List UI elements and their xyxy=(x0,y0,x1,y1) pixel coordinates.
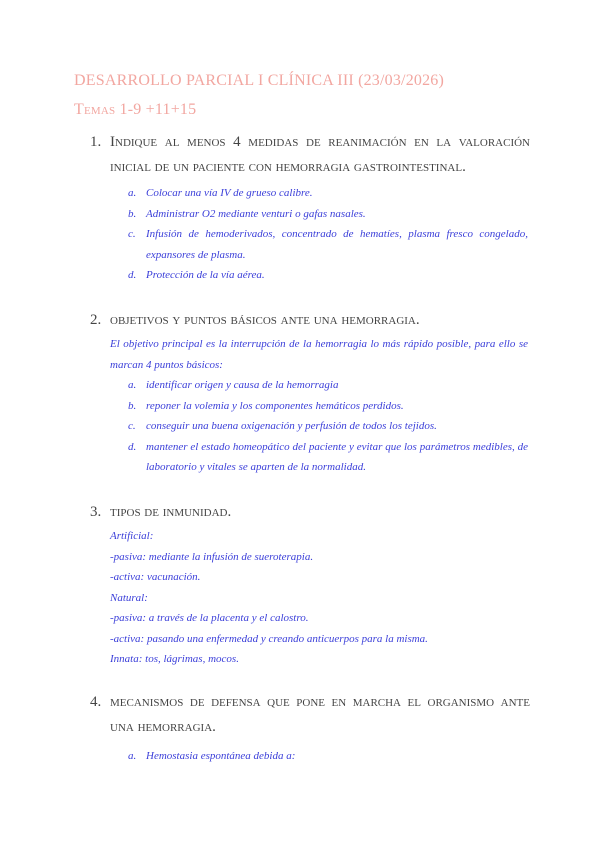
list-marker: b. xyxy=(128,207,137,220)
list-marker: a. xyxy=(128,187,137,199)
list-marker: c. xyxy=(128,420,136,432)
list-marker: a. xyxy=(128,379,137,391)
list-marker: d. xyxy=(128,269,137,281)
list-marker: a. xyxy=(128,750,137,762)
list-item xyxy=(128,375,528,396)
question-number: 1. xyxy=(90,134,102,150)
answer-list-1 xyxy=(128,183,528,286)
list-item xyxy=(128,183,528,204)
question-number: 3. xyxy=(90,504,102,520)
list-item xyxy=(128,396,528,417)
question-1 xyxy=(90,130,530,180)
question-4 xyxy=(90,690,530,740)
list-item xyxy=(128,224,528,265)
list-item-text: identificar origen y causa de la hemorragia xyxy=(146,379,339,391)
list-item-text: Infusión de hemoderivados, concentrado de hematíes, plasma fresco congelado, expansores de plasma. xyxy=(146,228,528,261)
list-item-text: reponer la volemia y los componentes hemáticos perdidos. xyxy=(146,399,404,412)
document-topics: Temas 1-9 +11+15 xyxy=(74,101,197,118)
list-item xyxy=(128,265,528,286)
answer-line: Innata: tos, lágrimas, mocos. xyxy=(110,653,239,665)
list-marker: b. xyxy=(128,399,137,412)
question-text: tipos de inmunidad. xyxy=(110,504,232,520)
answer-line: -activa: pasando una enfermedad y creando anticuerpos para la misma. xyxy=(110,632,428,645)
question-text: mecanismos de defensa que pone en marcha el organismo ante una hemorragia. xyxy=(110,694,530,735)
list-item-text: conseguir una buena oxigenación y perfusión de todos los tejidos. xyxy=(146,420,437,432)
question-3 xyxy=(90,500,530,525)
question-number: 4. xyxy=(90,694,102,710)
question-text: Indique al menos 4 medidas de reanimación en la valoración inicial de un paciente con hemorragia gastrointestinal. xyxy=(110,134,530,175)
list-item-text: Administrar O2 mediante venturi o gafas nasales. xyxy=(146,207,366,220)
answer-line: -pasiva: mediante la infusión de sueroterapia. xyxy=(110,550,314,563)
question-2 xyxy=(90,308,530,333)
list-item-text: Protección de la vía aérea. xyxy=(146,269,265,281)
list-marker: c. xyxy=(128,228,136,240)
list-item xyxy=(128,204,528,225)
question-text: objetivos y puntos básicos ante una hemorragia. xyxy=(110,312,420,328)
answer-line: Natural: xyxy=(110,591,148,604)
list-item-text: Colocar una vía IV de grueso calibre. xyxy=(146,187,313,199)
document-title: DESARROLLO PARCIAL I CLÍNICA III (23/03/2026) xyxy=(74,72,445,89)
answer-list-4 xyxy=(128,746,528,767)
list-item xyxy=(128,416,528,437)
answer-list-2 xyxy=(128,375,528,478)
answer-lines-3 xyxy=(110,526,528,670)
list-item xyxy=(128,437,528,478)
list-item-text: Hemostasia espontánea debida a: xyxy=(146,750,296,762)
list-item xyxy=(128,746,528,767)
answer-line: -activa: vacunación. xyxy=(110,571,201,583)
answer-line: Artificial: xyxy=(110,530,154,542)
answer-intro-2: El objetivo principal es la interrupción de la hemorragia lo más rápido posible, para ello se marcan 4 puntos básicos: xyxy=(110,338,528,371)
list-marker: d. xyxy=(128,440,137,453)
answer-line: -pasiva: a través de la placenta y el calostro. xyxy=(110,612,309,624)
list-item-text: mantener el estado homeopático del paciente y evitar que los parámetros medibles, de laboratorio y vitales se aparten de la normalidad. xyxy=(146,440,528,473)
question-number: 2. xyxy=(90,312,102,328)
